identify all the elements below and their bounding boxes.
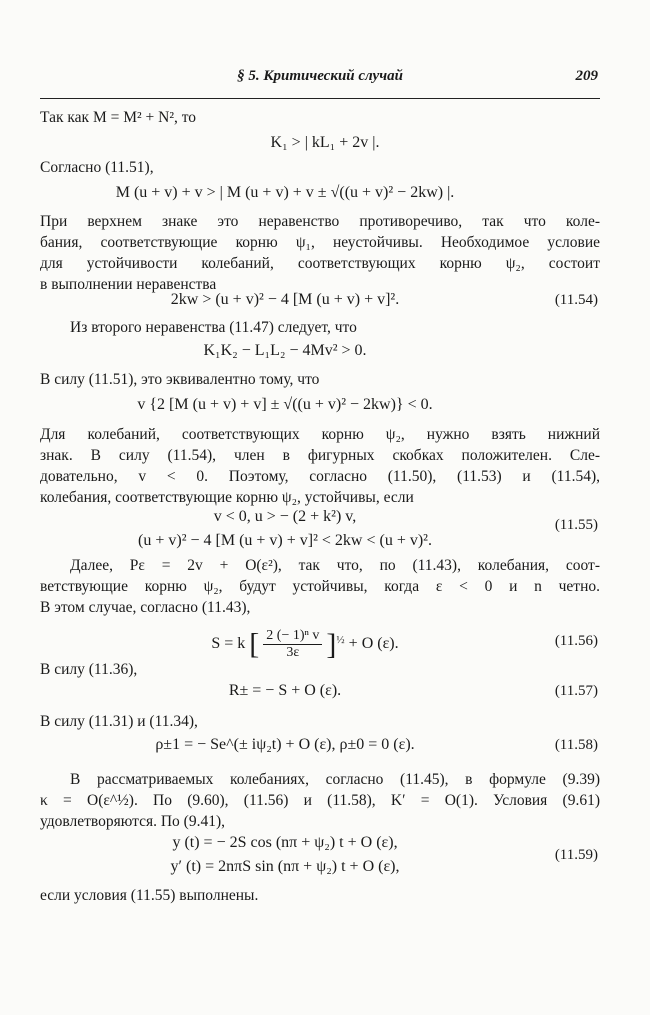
formula-11-55b: (u + v)² − 4 [M (u + v) + v]² < 2kw < (u + v)². [138, 532, 432, 549]
text-line: бания, соответствующие корню ψ₁, неустойчивы. Необходимое условие [40, 234, 600, 251]
text-line: κ = O(ε^½). По (9.60), (11.56) и (11.58), K′ = O(1). Условия (9.61) [40, 792, 600, 809]
text-line: удовлетворяются. По (9.41), [40, 813, 225, 830]
text-line: В силу (11.31) и (11.34), [40, 713, 198, 730]
formula-k1: K₁ > | kL₁ + 2v |. [270, 134, 380, 151]
text-line: колебания, соответствующие корню ψ₂, устойчивы, если [40, 489, 414, 506]
text-line: В силу (11.36), [40, 661, 138, 678]
page-number: 209 [575, 68, 598, 84]
equation-number: (11.57) [554, 683, 598, 699]
equation-number: (11.56) [554, 633, 598, 649]
formula-11-54: 2kw > (u + v)² − 4 [M (u + v) + v]². [170, 291, 400, 308]
right-bracket: ]$^{\frac{1}{2}}$ [326, 627, 345, 661]
formula-11-59b: y′ (t) = 2nπS sin (nπ + ψ₂) t + O (ε), [170, 858, 400, 875]
text-line: если условия (11.55) выполнены. [40, 887, 259, 904]
text-line: Для колебаний, соответствующих корню ψ₂, нужно взять нижний [40, 426, 600, 443]
text-line: в выполнении неравенства [40, 276, 217, 293]
text-line: для устойчивости колебаний, соответствующих корню ψ₂, состоит [40, 255, 600, 272]
section-title: § 5. Критический случай [237, 68, 403, 84]
text-line: довательно, v < 0. Поэтому, согласно (11.50), (11.53) и (11.54), [40, 468, 600, 485]
equation-number: (11.58) [554, 737, 598, 753]
text-line: Из второго неравенства (11.47) следует, что [70, 319, 357, 336]
text-line: Согласно (11.51), [40, 159, 154, 176]
equation-number: (11.54) [554, 292, 598, 308]
text-line: В рассматриваемых колебаниях, согласно (11.45), в формуле (9.39) [70, 771, 600, 788]
formula-11-57: R± = − S + O (ε). [228, 682, 342, 699]
running-header [40, 58, 600, 99]
text-line: В этом случае, согласно (11.43), [40, 599, 251, 616]
formula-inequality: M (u + v) + v > | M (u + v) + v ± √((u + v)² − 2kw) |. [115, 184, 455, 201]
fraction-denominator: 3ε [286, 645, 300, 660]
left-bracket: [ [249, 627, 260, 661]
formula-k1k2: K₁K₂ − L₁L₂ − 4Mv² > 0. [203, 342, 367, 359]
equation-number: (11.59) [554, 847, 598, 863]
formula-11-58: ρ±1 = − Se^(± iψ₂t) + O (ε), ρ±0 = 0 (ε). [155, 736, 415, 753]
formula-11-55a: v < 0, u > − (2 + k²) v, [213, 508, 357, 525]
text-line: При верхнем знаке это неравенство противоречиво, так что коле- [40, 213, 600, 230]
equation-number: (11.55) [554, 517, 598, 533]
formula-11-59a: y (t) = − 2S cos (nπ + ψ₂) t + O (ε), [172, 834, 398, 851]
formula-11-56 [60, 628, 550, 661]
fraction-numerator: 2 (− 1)ⁿ v [263, 628, 322, 645]
fraction [263, 628, 322, 661]
text-line: ветствующие корню ψ₂, будут устойчивы, когда ε < 0 и n четно. [40, 578, 600, 595]
text-line: В силу (11.51), это эквивалентно тому, что [40, 371, 320, 388]
text-line: Так как M = M² + N², то [40, 109, 197, 126]
formula-s-right: + O (ε). [348, 635, 399, 653]
formula-s-left: S = k [211, 635, 246, 653]
text-line: знак. В силу (11.54), член в фигурных скобках положителен. Сле- [40, 447, 600, 464]
formula-braces: v {2 [M (u + v) + v] ± √((u + v)² − 2kw)} < 0. [137, 396, 433, 413]
text-line: Далее, Pε = 2v + O(ε²), так что, по (11.43), колебания, соот- [70, 557, 600, 574]
